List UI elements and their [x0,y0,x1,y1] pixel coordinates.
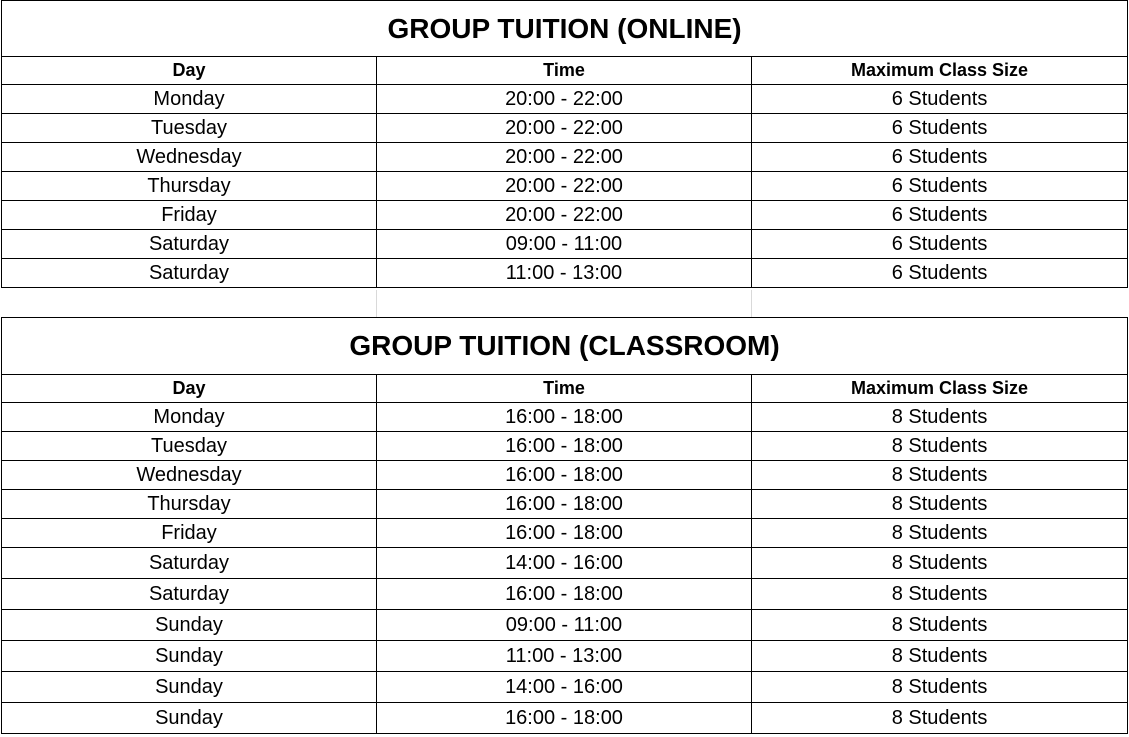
table-title-row [2,318,1128,375]
class-size-cell: 6 Students [752,114,1128,143]
table-row [2,461,1128,490]
day-cell: Sunday [2,672,377,703]
time-cell: 20:00 - 22:00 [377,143,752,172]
time-cell: 16:00 - 18:00 [377,490,752,519]
table-row [2,610,1128,641]
column-header-time: Time [377,375,752,403]
day-cell: Thursday [2,172,377,201]
class-size-cell: 8 Students [752,672,1128,703]
column-header-class-size: Maximum Class Size [752,375,1128,403]
class-size-cell: 8 Students [752,461,1128,490]
class-size-cell: 6 Students [752,230,1128,259]
table-row [2,672,1128,703]
time-cell: 16:00 - 18:00 [377,519,752,548]
day-cell: Tuesday [2,114,377,143]
table-header-row [2,57,1128,85]
column-header-class-size: Maximum Class Size [752,57,1128,85]
day-cell: Friday [2,201,377,230]
gridline [376,290,377,317]
table-header-row [2,375,1128,403]
day-cell: Saturday [2,230,377,259]
day-cell: Wednesday [2,143,377,172]
class-size-cell: 6 Students [752,201,1128,230]
day-cell: Monday [2,85,377,114]
day-cell: Sunday [2,610,377,641]
time-cell: 16:00 - 18:00 [377,579,752,610]
day-cell: Saturday [2,548,377,579]
table-row [2,85,1128,114]
day-cell: Monday [2,403,377,432]
day-cell: Saturday [2,579,377,610]
column-header-day: Day [2,57,377,85]
class-size-cell: 8 Students [752,432,1128,461]
table-row [2,579,1128,610]
time-cell: 14:00 - 16:00 [377,672,752,703]
online-table-title: GROUP TUITION (ONLINE) [2,1,1128,57]
gridline [751,290,752,317]
day-cell: Saturday [2,259,377,288]
class-size-cell: 8 Students [752,641,1128,672]
time-cell: 09:00 - 11:00 [377,610,752,641]
day-cell: Sunday [2,641,377,672]
table-row [2,230,1128,259]
class-size-cell: 6 Students [752,143,1128,172]
class-size-cell: 8 Students [752,519,1128,548]
time-cell: 11:00 - 13:00 [377,641,752,672]
class-size-cell: 8 Students [752,610,1128,641]
class-size-cell: 8 Students [752,703,1128,734]
table-row [2,403,1128,432]
time-cell: 09:00 - 11:00 [377,230,752,259]
table-row [2,548,1128,579]
day-cell: Thursday [2,490,377,519]
class-size-cell: 6 Students [752,172,1128,201]
class-size-cell: 8 Students [752,579,1128,610]
table-spacer [1,290,1127,317]
day-cell: Wednesday [2,461,377,490]
classroom-schedule-table [1,317,1128,734]
table-row [2,703,1128,734]
table-row [2,259,1128,288]
column-header-day: Day [2,375,377,403]
time-cell: 14:00 - 16:00 [377,548,752,579]
table-row [2,201,1128,230]
time-cell: 20:00 - 22:00 [377,172,752,201]
time-cell: 16:00 - 18:00 [377,703,752,734]
table-title-row [2,1,1128,57]
class-size-cell: 8 Students [752,490,1128,519]
class-size-cell: 8 Students [752,403,1128,432]
table-row [2,114,1128,143]
column-header-time: Time [377,57,752,85]
table-row [2,519,1128,548]
time-cell: 20:00 - 22:00 [377,114,752,143]
class-size-cell: 8 Students [752,548,1128,579]
time-cell: 16:00 - 18:00 [377,403,752,432]
day-cell: Friday [2,519,377,548]
online-schedule-table [1,0,1128,288]
time-cell: 16:00 - 18:00 [377,432,752,461]
table-row [2,172,1128,201]
class-size-cell: 6 Students [752,259,1128,288]
time-cell: 20:00 - 22:00 [377,85,752,114]
table-row [2,432,1128,461]
class-size-cell: 6 Students [752,85,1128,114]
time-cell: 16:00 - 18:00 [377,461,752,490]
table-row [2,490,1128,519]
table-row [2,641,1128,672]
time-cell: 20:00 - 22:00 [377,201,752,230]
classroom-table-title: GROUP TUITION (CLASSROOM) [2,318,1128,375]
day-cell: Tuesday [2,432,377,461]
table-row [2,143,1128,172]
time-cell: 11:00 - 13:00 [377,259,752,288]
day-cell: Sunday [2,703,377,734]
